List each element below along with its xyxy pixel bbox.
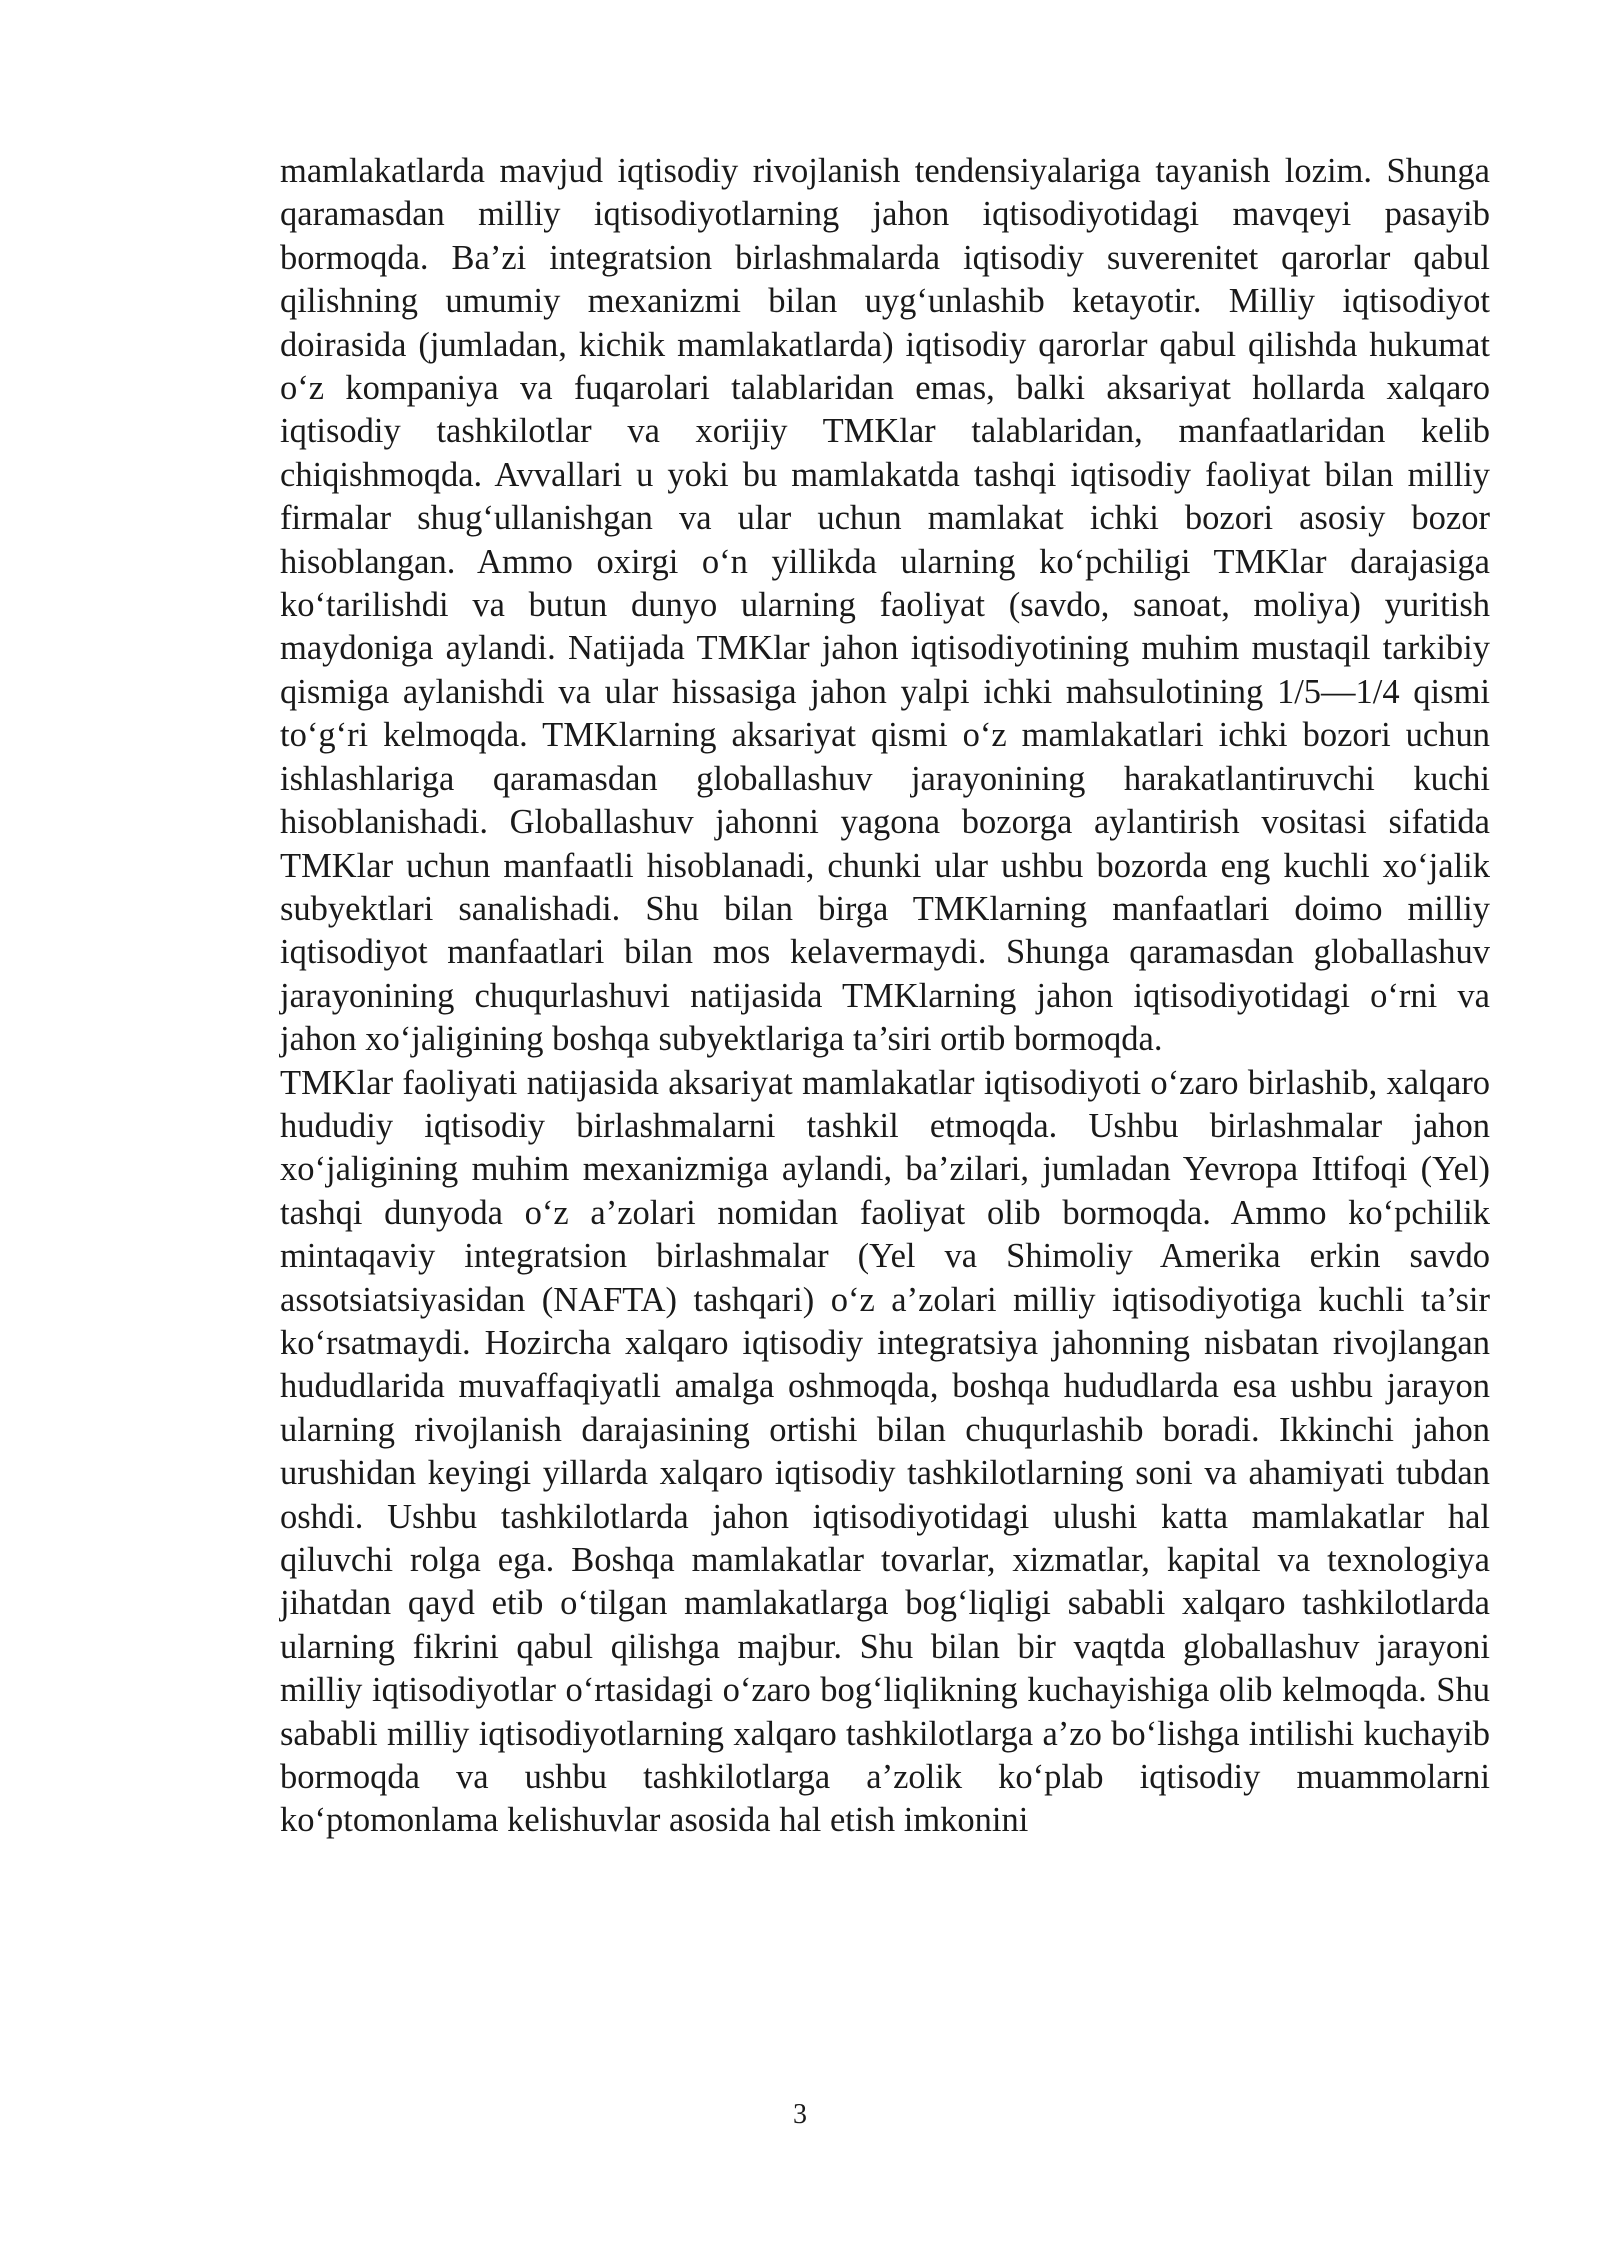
paragraph-2: TMKlar faoliyati natijasida aksariyat mamlakatlar iqtisodiyoti o‘zaro birlashib, xalqaro hududiy iqtisodiy birlashmalarni tashkil etmoqda. Ushbu birlashmalar jahon xo‘jaligining muhim mexanizmiga aylandi, ba’zilari, jumladan Yevropa Ittifoqi (Yel) tashqi dunyoda o‘z a’zolari nomidan faoliyat olib bormoqda. Ammo ko‘pchilik mintaqaviy integratsion birlashmalar (Yel va Shimoliy Amerika erkin savdo assotsiatsiyasidan (NAFTA) tashqari) o‘z a’zolari milliy iqtisodiyotiga kuchli ta’sir ko‘rsatmaydi. Hozircha xalqaro iqtisodiy integratsiya jahonning nisbatan rivojlangan hududlarida muvaffaqiyatli amalga oshmoqda, boshqa hududlarda esa ushbu jarayon ularning rivojlanish darajasining ortishi bilan chuqurlashib boradi. Ikkinchi jahon urushidan keyingi yillarda xalqaro iqtisodiy tashkilotlarning soni va ahamiyati tubdan oshdi. Ushbu tashkilotlarda jahon iqtisodiyotidagi ulushi katta mamlakatlar hal qiluvchi rolga ega. Boshqa mamlakatlar tovarlar, xizmatlar, kapital va texnologiya jihatdan qayd etib o‘tilgan mamlakatlarga bog‘liqligi sababli xalqaro tashkilotlarda ularning fikrini qabul qilishga majbur. Shu bilan bir vaqtda globallashuv jarayoni milliy iqtisodiyotlar o‘rtasidagi o‘zaro bog‘liqlikning kuchayishiga olib kelmoqda. Shu sababli milliy iqtisodiyotlarning xalqaro tashkilotlarga a’zo bo‘lishga intilishi kuchayib bormoqda va ushbu tashkilotlarga a’zolik ko‘plab iqtisodiy muammolarni ko‘ptomonlama kelishuvlar asosida hal etish imkonini bbox=[280, 1063, 1490, 1840]
page-number: 3 bbox=[793, 2099, 807, 2130]
paragraph-1: mamlakatlarda mavjud iqtisodiy rivojlanish tendensiyalariga tayanish lozim. Shunga qaramasdan milliy iqtisodiyotlarning jahon iqtisodiyotidagi mavqeyi pasayib bormoqda. Ba’zi integratsion birlashmalarda iqtisodiy suverenitet qarorlar qabul qilishning umumiy mexanizmi bilan uyg‘unlashib ketayotir. Milliy iqtisodiyot doirasida (jumladan, kichik mamlakatlarda) iqtisodiy qarorlar qabul qilishda hukumat o‘z kompaniya va fuqarolari talablaridan emas, balki aksariyat hollarda xalqaro iqtisodiy tashkilotlar va xorijiy TMKlar talablaridan, manfaatlaridan kelib chiqishmoqda. Avvallari u yoki bu mamlakatda tashqi iqtisodiy faoliyat bilan milliy firmalar shug‘ullanishgan va ular uchun mamlakat ichki bozori asosiy bozor hisoblangan. Ammo oxirgi o‘n yillikda ularning ko‘pchiligi TMKlar darajasiga ko‘tarilishdi va butun dunyo ularning faoliyat (savdo, sanoat, moliya) yuritish maydoniga aylandi. Natijada TMKlar jahon iqtisodiyotining muhim mustaqil tarkibiy qismiga aylanishdi va ular hissasiga jahon yalpi ichki mahsulotining 1/5—1/4 qismi to‘g‘ri kelmoqda. TMKlarning aksariyat qismi o‘z mamlakatlari ichki bozori uchun ishlashlariga qaramasdan globallashuv jarayonining harakatlantiruvchi kuchi hisoblanishadi. Globallashuv jahonni yagona bozorga aylantirish vositasi sifatida TMKlar uchun manfaatli hisoblanadi, chunki ular ushbu bozorda eng kuchli xo‘jalik subyektlari sanalishadi. Shu bilan birga TMKlarning manfaatlari doimo milliy iqtisodiyot manfaatlari bilan mos kelavermaydi. Shunga qaramasdan globallashuv jarayonining chuqurlashuvi natijasida TMKlarning jahon iqtisodiyotidagi o‘rni va jahon xo‘jaligining boshqa subyektlariga ta’siri ortib bormoqda. bbox=[280, 152, 1490, 1059]
body-text bbox=[280, 150, 1490, 1843]
